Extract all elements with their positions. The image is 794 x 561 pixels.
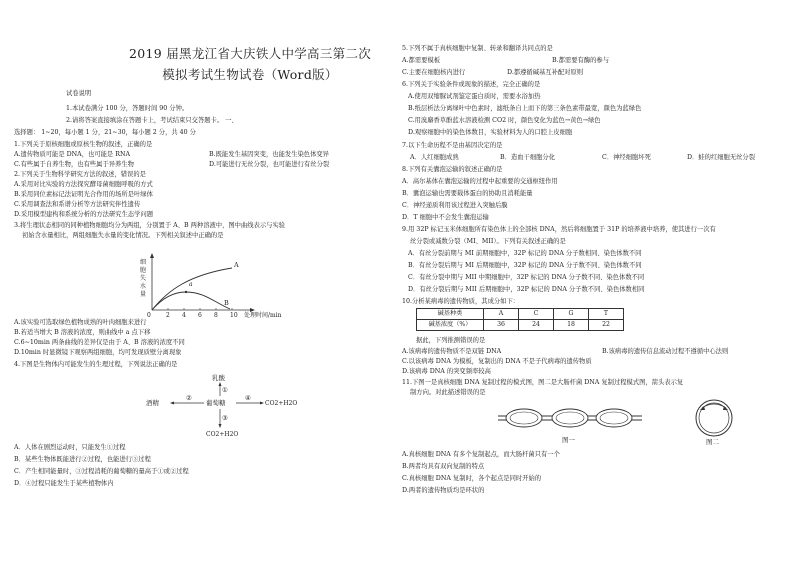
q4-step-4: ④ — [245, 394, 251, 402]
q4-step-1: ① — [222, 386, 228, 394]
q3-stem-line2: 初始含水量相比，两组细胞失水量的变化情况。下列相关叙述中正确的是 — [22, 232, 224, 239]
q11-option-d: D.两者的遗传物质均是环状的 — [402, 487, 485, 494]
q11-option-c: C.真核细胞 DNA 复制时，各个起点是同时开始的 — [402, 475, 542, 482]
q4-option-b: B．某些生物体既能进行②过程，也能进行③过程 — [14, 456, 151, 463]
q3-option-d: D.10min 时显微镜下观察两组细胞，均可发现质壁分离现象 — [14, 349, 182, 356]
q3-stem-line1: 3.将生理状态相同的同种植物细胞均分为两组，分别置于 A、B 两种溶液中，图中曲线表示与实验 — [14, 222, 286, 229]
q3-option-b: B.若适当增大 B 溶液的浓度，则曲线中 a 点下移 — [14, 329, 151, 336]
q4-lactic-acid: 乳酸 — [212, 374, 225, 382]
q4-option-d: D．④过程只能发生于某些植物体内 — [14, 480, 114, 487]
q3-curve-b — [152, 292, 230, 310]
q8-stem: 8.下列有关囊泡运输的叙述正确的是 — [402, 166, 503, 173]
q3-x-tick-label: 8 — [214, 312, 218, 319]
table-cell: 碱基种类 — [417, 309, 484, 320]
q3-x-tick-label: 10 — [230, 312, 238, 319]
q2-option-d: D.采用模型建构和系统分析的方法研究生态学问题 — [14, 211, 154, 218]
q10-option-d: D.该病毒 DNA 的突变频率较高 — [402, 368, 491, 375]
q11-stem-line2: 制方向。对此描述错误的是 — [410, 389, 486, 396]
paper-title-line1: 2019 届黑龙江省大庆铁人中学高三第二次 — [128, 46, 372, 61]
q1-option-d: D.可能进行无丝分裂，也可能进行有丝分裂 — [209, 161, 330, 168]
q9-option-c: C．有丝分裂中期与 MII 中期细胞中，32P 标记的 DNA 分子数不同、染色体数不同 — [408, 274, 645, 281]
q7-stem: 7.以下生命历程不是由基因决定的是 — [402, 142, 503, 149]
q1-option-b: B.既能发生基因突变，也能发生染色体变异 — [209, 151, 329, 158]
q3-option-a: A.该实验可选取绿色植物成熟的叶肉细胞来进行 — [14, 319, 147, 326]
q4-option-c: C．产生相同能量时，③过程消耗的葡萄糖的量高于①或②过程 — [14, 468, 189, 475]
table-cell: G — [554, 309, 589, 320]
table-cell: 24 — [519, 320, 554, 331]
q6-option-d: D.观察细胞中的染色体数目，实验材料为人的口腔上皮细胞 — [408, 129, 573, 136]
fig2-replication-fork — [702, 404, 726, 408]
q5-option-d: D.都遵循碱基互补配对原则 — [507, 69, 584, 76]
q5-option-c: C.主要在细胞核内进行 — [402, 69, 466, 76]
instructions-line-3: 选择题： 1~20，每小题 1 分，21~30，每小题 2 分，共 40 分 — [14, 129, 196, 136]
q4-co2-h2o-right: CO2+H2O — [265, 400, 298, 407]
table-cell: 36 — [484, 320, 519, 331]
q9-option-a: A．有丝分裂前期与 MI 前期细胞中，32P 标记的 DNA 分子数相同、染色体数不同 — [408, 250, 642, 257]
table-row — [417, 309, 624, 320]
table-cell: 碱基浓度（%） — [417, 320, 484, 331]
q3-x-tick-label: 2 — [166, 312, 170, 319]
q7-option-c: C．神经细胞坏死 — [602, 154, 651, 161]
q3-ylabel-4: 水 — [140, 283, 147, 290]
fig1-label: 图一 — [562, 436, 575, 444]
table-cell: C — [519, 309, 554, 320]
q3-point-a — [185, 291, 187, 293]
q1-option-c: C.有些属于自养生物，也有些属于异养生物 — [14, 161, 134, 168]
table-cell: T — [589, 309, 624, 320]
q3-x-tick-label: 6 — [198, 312, 202, 319]
q5-option-b: B.都需要有酶的参与 — [552, 57, 610, 64]
q10-option-b: B.该病毒的遗传信息流动过程不遵循中心法则 — [602, 348, 729, 355]
q3-ylabel-3: 失 — [140, 275, 147, 282]
q4-co2-h2o-bottom: CO2+H2O — [206, 431, 239, 438]
q3-xlabel: 处理时间/min — [244, 312, 282, 319]
fig2-label: 图二 — [706, 438, 719, 446]
q2-stem: 2.下列关于生物科学研究方法的叙述，错误的是 — [14, 171, 146, 178]
q11-stem-line1: 11.下图一是真核细胞 DNA 复制过程的模式图，图二是大肠杆菌 DNA 复制过程模式图，箭头表示复 — [402, 379, 684, 386]
q3-origin-label: 0 — [147, 312, 151, 319]
q3-curve-a-label: A — [234, 261, 239, 269]
q10-option-a: A.该病毒的遗传物质不是双链 DNA — [402, 348, 502, 355]
q2-option-b: B.采用同位素标记法证明光合作用的场所是叶绿体 — [14, 191, 153, 198]
q4-glucose-pathway-diagram — [134, 372, 298, 442]
q4-option-a: A．人体在剧烈运动时，只能发生①过程 — [14, 444, 126, 451]
q10-prompt: 据此，下列推测错误的是 — [416, 337, 486, 344]
q3-point-a-label: a — [189, 281, 193, 288]
q3-water-loss-chart — [134, 250, 314, 320]
q3-y-arrow — [150, 253, 154, 258]
q3-option-c: C.6~10min 两条曲线的差异仅是由于 A、B 溶液的浓度不同 — [14, 339, 185, 346]
q4-step-3: ③ — [222, 414, 228, 422]
instructions-heading: 试卷说明 — [66, 90, 92, 97]
q4-alcohol: 酒精 — [146, 399, 159, 407]
q3-x-tick-label: 4 — [182, 312, 186, 319]
q6-option-a: A.使用双缩脲试剂鉴定蛋白质时，需要水浴加热 — [408, 93, 541, 100]
q11-option-a: A.真核细胞 DNA 有多个复制起点，而大肠杆菌只有一个 — [402, 451, 560, 458]
q3-ylabel-1: 细 — [140, 259, 147, 266]
q8-option-d: D．T 细胞中不会发生囊泡运输 — [402, 214, 489, 221]
q5-stem: 5.下列不属于真核细胞中复制、转录和翻译共同点的是 — [402, 45, 553, 52]
q10-stem: 10.分析某病毒的遗传物质，其成分如下： — [402, 298, 520, 305]
q4-glucose: 葡萄糖 — [206, 399, 226, 407]
instructions-line-2: 2.请将答案直接填涂在答题卡上，考试结束只交答题卡。 一、 — [66, 117, 238, 124]
q1-stem: 1.下列关于原核细胞或原核生物的叙述，正确的是 — [14, 141, 153, 148]
q1-option-a: A.遗传物质可能是 DNA，也可能是 RNA — [14, 151, 131, 158]
q3-ylabel-2: 胞 — [140, 267, 147, 274]
q8-option-c: C．神经递质利用该过程进入突触后膜 — [402, 202, 508, 209]
q6-option-c: C.用溴麝香草酚蓝水溶液检测 CO2 时，颜色变化为蓝色→黄色→绿色 — [408, 117, 601, 124]
q9-option-b: B．有丝分裂后期与 MI 后期细胞中，32P 标记的 DNA 分子数不同、染色体数不同 — [408, 262, 642, 269]
q10-base-table — [416, 308, 624, 331]
q8-option-a: A．高尔基体在囊泡运输的过程中起重要的交通枢纽作用 — [402, 178, 558, 185]
paper-title-line2: 模拟考试生物试卷（Word版） — [162, 67, 338, 82]
table-cell: 18 — [554, 320, 589, 331]
q9-stem-line1: 9.用 32P 标记玉米体细胞所有染色体上的全部核 DNA，然后将细胞置于 31P 的培养液中培养，使其进行一次有 — [402, 226, 716, 233]
q10-option-c: C.以该病毒 DNA 为模板，复制出的 DNA 不是子代病毒的遗传物质 — [402, 358, 592, 365]
q11-option-b: B.两者均具有双向复制的特点 — [402, 463, 485, 470]
instructions-line-1: 1.本试卷满分 100 分，答题时间 90 分钟。 — [66, 105, 189, 112]
q6-option-b: B.纸层析法分离绿叶中色素时，滤纸条自上而下的第三条色素带最宽，颜色为蓝绿色 — [408, 105, 642, 112]
q11-dna-replication-figures — [492, 398, 752, 446]
q9-stem-line2: 丝分裂或减数分裂（MI、MII）。下列有关叙述正确的是 — [410, 238, 566, 245]
q9-option-d: D．有丝分裂后期与 MII 后期细胞中，32P 标记的 DNA 分子数不同、染色体数相同 — [408, 286, 645, 293]
q2-option-a: A.采用对比实验的方法探究酵母菌细胞呼吸的方式 — [14, 181, 153, 188]
table-cell: 22 — [589, 320, 624, 331]
q6-stem: 6.下列关于实验条件或现象的描述，完全正确的是 — [402, 81, 541, 88]
q8-option-b: B．囊泡运输也需要载体蛋白的协助且消耗能量 — [402, 190, 533, 197]
table-row — [417, 320, 624, 331]
q7-option-a: A．人红细胞成熟 — [410, 154, 459, 161]
q3-curve-b-label: B — [224, 299, 229, 307]
q7-option-d: D．蛙的红细胞无丝分裂 — [687, 154, 756, 161]
fig2-circular-dna-outer — [696, 400, 732, 436]
q4-step-2: ② — [186, 394, 192, 402]
q2-option-c: C.采用调查法和系谱分析等方法研究伴性遗传 — [14, 201, 141, 208]
q3-ylabel-5: 量 — [140, 291, 147, 298]
q7-option-b: B．造血干细胞分化 — [500, 154, 556, 161]
q5-option-a: A.都需要模板 — [402, 57, 441, 64]
table-cell: A — [484, 309, 519, 320]
q4-stem: 4.下图是生物体内可能发生的生理过程，下列说法正确的是 — [14, 361, 178, 368]
